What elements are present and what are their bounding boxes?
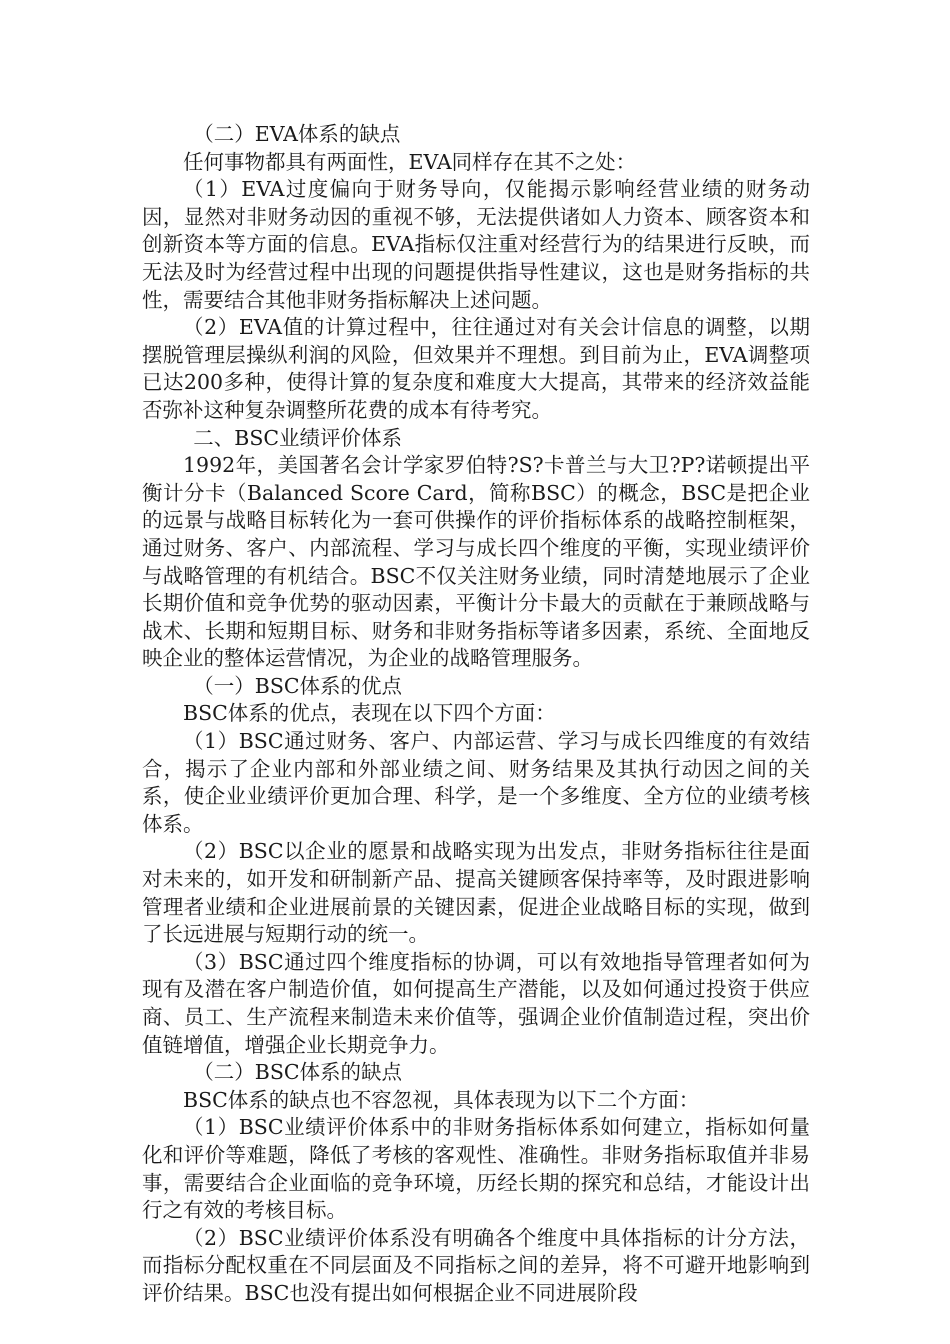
paragraph-bsc-weaknesses-intro: BSC体系的缺点也不容忽视，具体表现为以下二个方面： — [183, 1087, 700, 1112]
paragraph-bsc-intro: 1992年，美国著名会计学家罗伯特?S?卡普兰与大卫?P?诺顿提出平衡计分卡（Balanced Score Card，简称BSC）的概念，BSC是把企业的远景与战略目标转化为一套可供操作的评价指标体系的战略控制框架，通过财务、客户、内部流程、学习与成长四个维度的平衡，实现业绩评价与战略管理的有机结合。BSC不仅关注财务业绩，同时清楚地展示了企业长期价值和竞争优势的驱动因素，平衡计分卡最大的贡献在于兼顾战略与战术、长期和短期目标、财务和非财务指标等诸多因素，系统、全面地反映企业的整体运营情况，为企业的战略管理服务。 — [142, 453, 810, 671]
paragraph-bsc-strength-2: （2）BSC以企业的愿景和战略实现为出发点，非财务指标往往是面对未来的，如开发和研制新产品、提高关键顾客保持率等，及时跟进影响管理者业绩和企业进展前景的关键因素，促进企业战略目标的实现，做到了长远进展与短期行动的统一。 — [142, 839, 810, 947]
paragraph-eva-weakness-1: （1）EVA过度偏向于财务导向，仅能揭示影响经营业绩的财务动因，显然对非财务动因的重视不够，无法提供诸如人力资本、顾客资本和创新资本等方面的信息。EVA指标仅注重对经营行为的结果进行反映，而无法及时为经营过程中出现的问题提供指导性建议，这也是财务指标的共性，需要结合其他非财务指标解决上述问题。 — [142, 177, 810, 312]
paragraph-bsc-strength-3: （3）BSC通过四个维度指标的协调，可以有效地指导管理者如何为现有及潜在客户制造价值，如何提高生产潜能，以及如何通过投资于供应商、员工、生产流程来制造未来价值等，强调企业价值制造过程，突出价值链增值，增强企业长期竞争力。 — [142, 949, 810, 1057]
section-heading-bsc: 二、BSC业绩评价体系 — [193, 425, 403, 450]
document-body — [142, 121, 810, 1308]
paragraph-eva-weakness-2: （2）EVA值的计算过程中，往往通过对有关会计信息的调整，以期摆脱管理层操纵利润的风险，但效果并不理想。到目前为止，EVA调整项已达200多种，使得计算的复杂度和难度大大提高，其带来的经济效益能否弥补这种复杂调整所花费的成本有待考究。 — [142, 315, 810, 422]
section-heading-eva-weaknesses: （二）EVA体系的缺点 — [193, 122, 401, 146]
paragraph-bsc-weakness-2: （2）BSC业绩评价体系没有明确各个维度中具体指标的计分方法，而指标分配权重在不同层面及不同指标之间的差异，将不可避开地影响到评价结果。BSC也没有提出如何根据企业不同进展阶段 — [142, 1225, 810, 1305]
paragraph-bsc-weakness-1: （1）BSC业绩评价体系中的非财务指标体系如何建立，指标如何量化和评价等难题，降低了考核的客观性、准确性。非财务指标取值并非易事，需要结合企业面临的竞争环境，历经长期的探究和总结，才能设计出行之有效的考核目标。 — [142, 1115, 810, 1223]
paragraph-eva-intro: 任何事物都具有两面性，EVA同样存在其不之处： — [183, 149, 637, 174]
paragraph-bsc-strength-1: （1）BSC通过财务、客户、内部运营、学习与成长四维度的有效结合，揭示了企业内部和外部业绩之间、财务结果及其执行动因之间的关系，使企业业绩评价更加合理、科学，是一个多维度、全方位的业绩考核体系。 — [142, 729, 810, 836]
section-heading-bsc-strengths: （一）BSC体系的优点 — [193, 673, 403, 698]
section-heading-bsc-weaknesses: （二）BSC体系的缺点 — [193, 1060, 403, 1085]
paragraph-bsc-strengths-intro: BSC体系的优点，表现在以下四个方面： — [183, 701, 556, 726]
